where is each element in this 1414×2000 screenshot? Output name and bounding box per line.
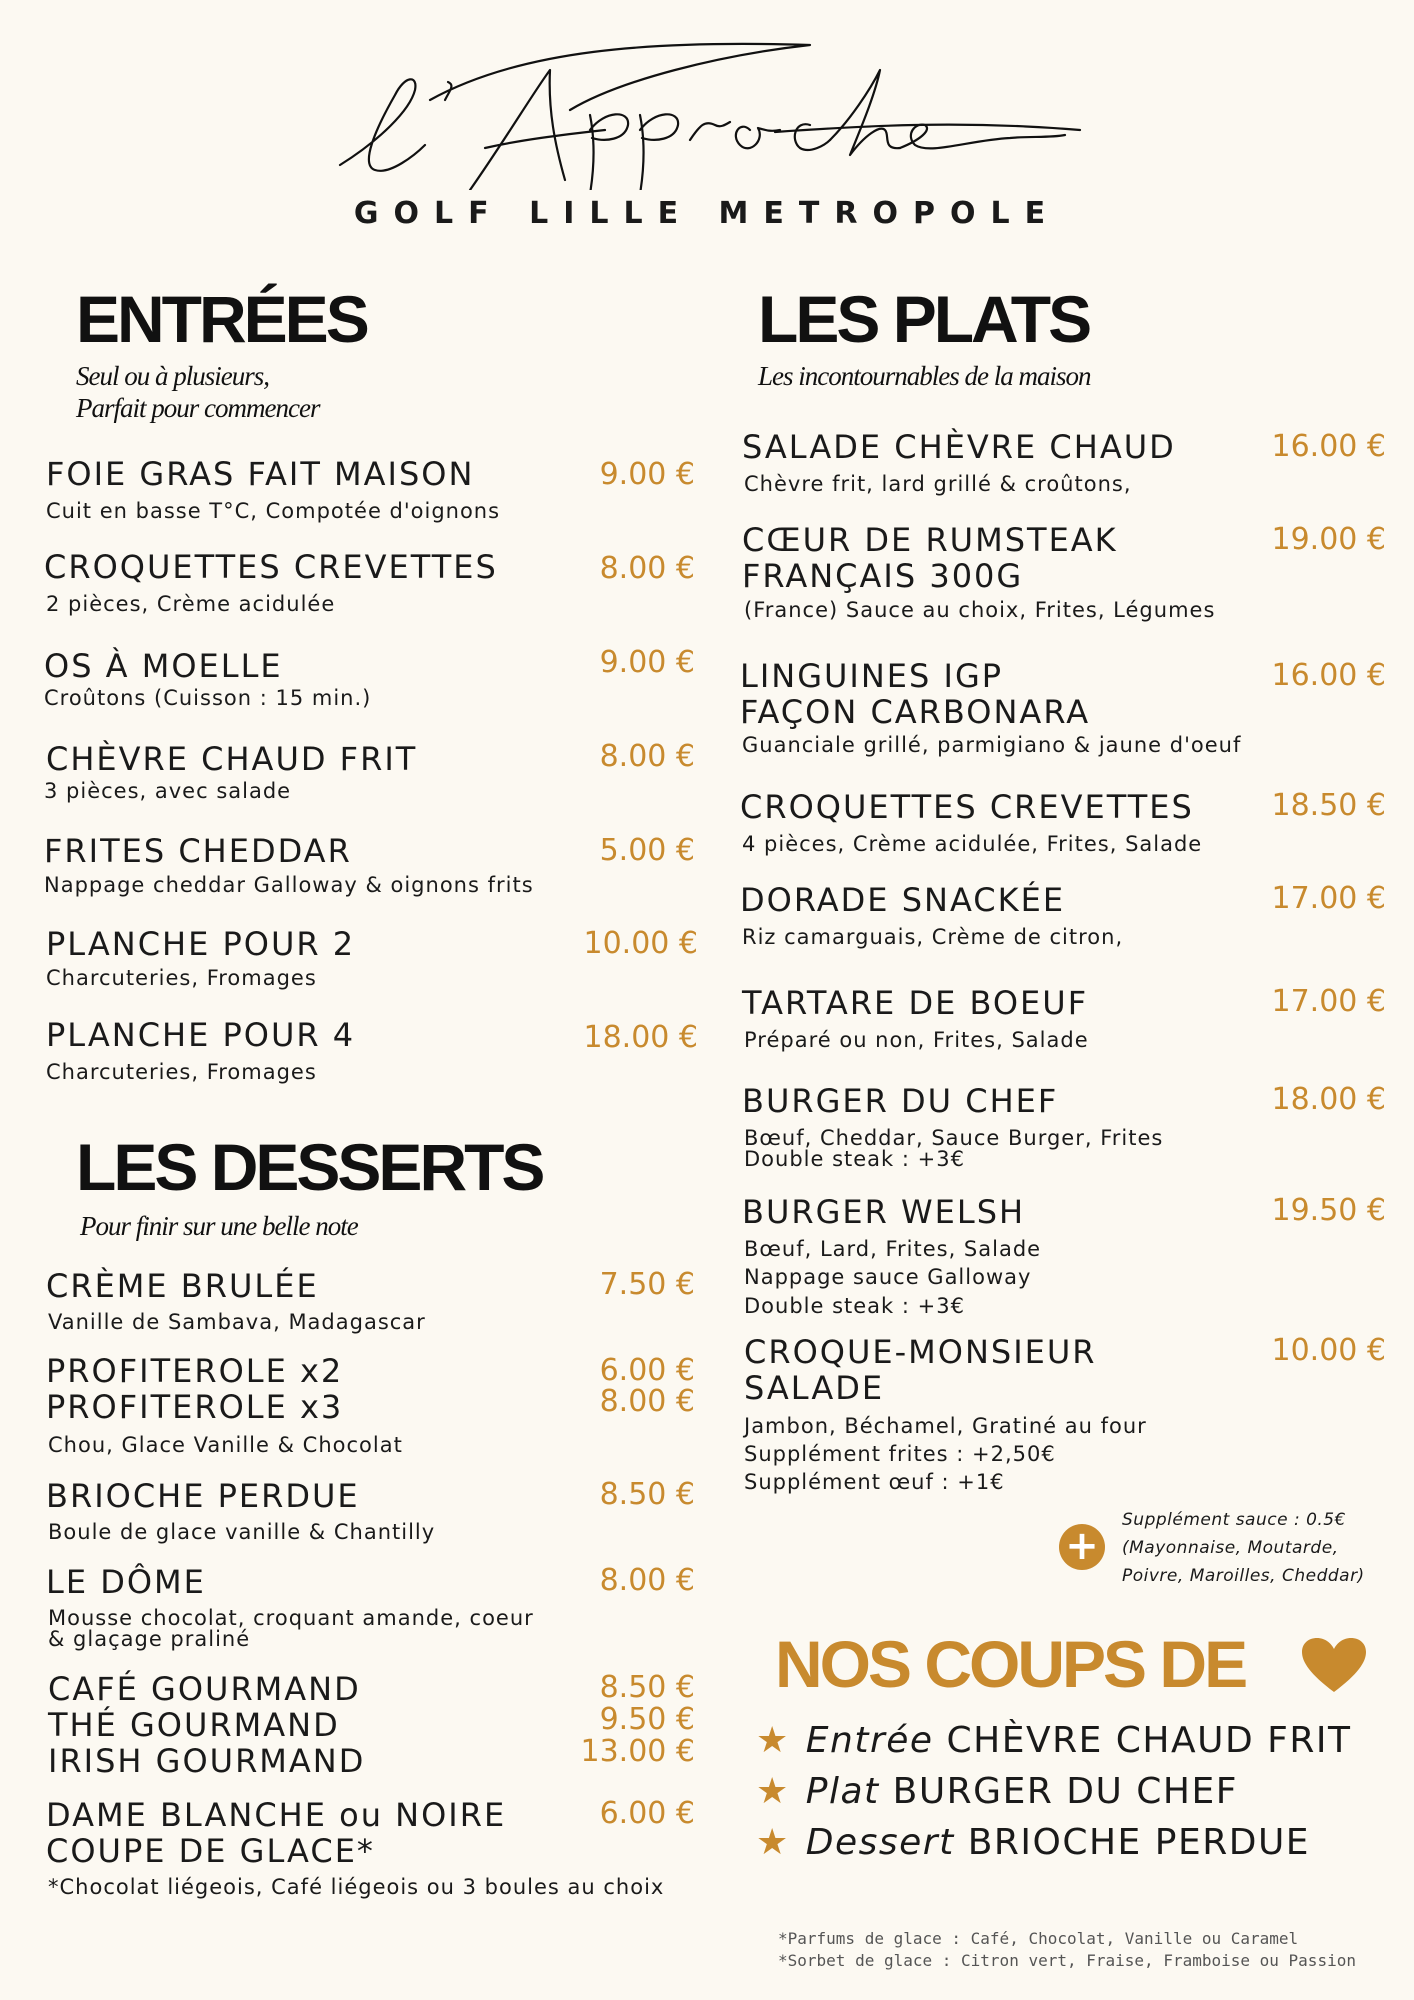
dessert-name: BRIOCHE PERDUE [46,1477,360,1515]
plus-icon: + [1059,1524,1105,1570]
plat-desc: Double steak : +3€ [744,1147,965,1171]
dessert-price: 8.00 € [599,1384,695,1419]
plat-desc: Riz camarguais, Crème de citron, [742,925,1124,949]
plat-desc: Guanciale grillé, parmigiano & jaune d'oeuf [742,733,1242,757]
star-icon: ★ [756,1771,790,1812]
footnote-ice-cream: *Parfums de glace : Café, Chocolat, Vanille ou Caramel [778,1929,1299,1948]
plat-name: TARTARE DE BOEUF [742,984,1089,1022]
heart-icon [1300,1636,1368,1694]
plat-name: FAÇON CARBONARA [740,693,1091,731]
entrees-title: ENTRÉES [76,282,367,356]
entrees-subtitle-line2: Parfait pour commencer [76,393,320,423]
plat-name: SALADE CHÈVRE CHAUD [742,428,1176,466]
entree-name: FRITES CHEDDAR [44,832,352,870]
dessert-desc: *Chocolat liégeois, Café liégeois ou 3 boules au choix [48,1875,665,1899]
plat-price: 19.00 € [1271,522,1386,557]
dessert-desc: & glaçage praliné [48,1627,251,1651]
plat-price: 17.00 € [1271,881,1386,916]
dessert-price: 7.50 € [599,1267,695,1302]
plat-name: DORADE SNACKÉE [740,881,1066,919]
dessert-price: 8.50 € [599,1670,695,1705]
star-icon: ★ [756,1720,790,1761]
dessert-name: DAME BLANCHE ou NOIRE [46,1796,507,1834]
dessert-name: PROFITEROLE x2 [46,1352,344,1390]
dessert-price: 6.00 € [599,1796,695,1831]
dessert-name: COUPE DE GLACE* [46,1832,375,1870]
entree-desc: Charcuteries, Fromages [46,966,317,990]
entree-name: PLANCHE POUR 2 [46,925,356,963]
plat-price: 18.50 € [1271,788,1386,823]
desserts-subtitle: Pour finir sur une belle note [80,1211,358,1241]
dish-name: BURGER DU CHEF [892,1771,1238,1812]
dish-name: CHÈVRE CHAUD FRIT [946,1720,1352,1761]
dessert-price: 8.50 € [599,1477,695,1512]
entrees-subtitle-line1: Seul ou à plusieurs, [76,361,269,391]
restaurant-logo [320,30,1120,190]
entree-price: 8.00 € [599,551,695,586]
plat-price: 17.00 € [1271,984,1386,1019]
plat-desc: Préparé ou non, Frites, Salade [744,1028,1089,1052]
dessert-name: THÉ GOURMAND [48,1706,340,1744]
entree-desc: Croûtons (Cuisson : 15 min.) [44,686,372,710]
plat-price: 16.00 € [1271,429,1386,464]
dessert-desc: Chou, Glace Vanille & Chocolat [48,1433,403,1457]
plat-desc: Double steak : +3€ [744,1294,965,1318]
supplement-line: (Mayonnaise, Moutarde, [1122,1538,1339,1558]
plat-name: CROQUETTES CREVETTES [740,788,1194,826]
plat-desc: Chèvre frit, lard grillé & croûtons, [744,472,1132,496]
entree-price: 9.00 € [599,457,695,492]
plat-name: LINGUINES IGP [740,657,1004,695]
plat-name: BURGER DU CHEF [742,1082,1059,1120]
dessert-desc: Boule de glace vanille & Chantilly [48,1520,436,1544]
entree-desc: Nappage cheddar Galloway & oignons frits [44,873,534,897]
dessert-name: CRÈME BRULÉE [46,1267,319,1305]
coup-de-coeur-item [756,1822,1310,1864]
plat-name: CŒUR DE RUMSTEAK [742,521,1118,559]
entree-price: 5.00 € [599,833,695,868]
brand-subtitle: GOLF LILLE METROPOLE [353,196,1061,231]
dessert-price: 8.00 € [599,1563,695,1598]
dessert-price: 6.00 € [599,1353,695,1388]
course-label: Dessert [805,1822,955,1863]
plat-desc: Supplément œuf : +1€ [744,1470,1005,1494]
entree-name: PLANCHE POUR 4 [46,1016,356,1054]
desserts-title: LES DESSERTS [76,1130,543,1204]
entree-price: 8.00 € [599,739,695,774]
coup-de-coeur-item [756,1771,1238,1813]
plat-desc: Nappage sauce Galloway [744,1265,1032,1289]
plat-desc: Bœuf, Cheddar, Sauce Burger, Frites [744,1126,1164,1150]
entree-price: 10.00 € [583,926,698,961]
plat-price: 19.50 € [1271,1193,1386,1228]
plat-name: SALADE [744,1369,885,1407]
dessert-price: 9.50 € [599,1702,695,1737]
coups-de-coeur-title: NOS COUPS DE [775,1627,1246,1701]
plat-name: BURGER WELSH [742,1193,1026,1231]
plat-name: CROQUE-MONSIEUR [744,1333,1097,1371]
plat-desc: Jambon, Béchamel, Gratiné au four [744,1414,1147,1438]
dessert-desc: Mousse chocolat, croquant amande, coeur [48,1606,534,1630]
dessert-name: CAFÉ GOURMAND [48,1670,361,1708]
coup-de-coeur-item [756,1720,1351,1762]
dessert-price: 13.00 € [580,1734,695,1769]
plat-price: 18.00 € [1271,1082,1386,1117]
entree-price: 18.00 € [583,1020,698,1055]
dessert-name: LE DÔME [46,1563,206,1601]
supplement-line: Poivre, Maroilles, Cheddar) [1122,1566,1365,1586]
entree-name: OS À MOELLE [44,647,283,685]
entree-desc: 2 pièces, Crème acidulée [46,592,336,616]
entree-name: CROQUETTES CREVETTES [44,548,498,586]
dessert-name: IRISH GOURMAND [48,1742,366,1780]
dessert-name: PROFITEROLE x3 [46,1388,344,1426]
plat-desc: Supplément frites : +2,50€ [744,1442,1056,1466]
plat-desc: (France) Sauce au choix, Frites, Légumes [744,598,1216,622]
footnote-sorbet: *Sorbet de glace : Citron vert, Fraise, Framboise ou Passion [778,1951,1356,1970]
dessert-desc: Vanille de Sambava, Madagascar [48,1310,426,1334]
entree-name: CHÈVRE CHAUD FRIT [46,740,418,778]
plats-subtitle: Les incontournables de la maison [758,361,1091,391]
plats-title: LES PLATS [758,282,1090,356]
entree-name: FOIE GRAS FAIT MAISON [46,455,475,493]
entree-desc: 3 pièces, avec salade [44,779,292,803]
plat-price: 16.00 € [1271,658,1386,693]
entree-price: 9.00 € [599,645,695,680]
course-label: Entrée [805,1720,934,1761]
entree-desc: Charcuteries, Fromages [46,1060,317,1084]
plat-name: FRANÇAIS 300G [742,557,1024,595]
entree-desc: Cuit en basse T°C, Compotée d'oignons [46,499,501,523]
star-icon: ★ [756,1822,790,1863]
dish-name: BRIOCHE PERDUE [967,1822,1311,1863]
plat-price: 10.00 € [1271,1333,1386,1368]
plat-desc: Bœuf, Lard, Frites, Salade [744,1237,1042,1261]
supplement-line: Supplément sauce : 0.5€ [1122,1510,1346,1530]
plat-desc: 4 pièces, Crème acidulée, Frites, Salade [742,832,1203,856]
course-label: Plat [805,1771,880,1812]
